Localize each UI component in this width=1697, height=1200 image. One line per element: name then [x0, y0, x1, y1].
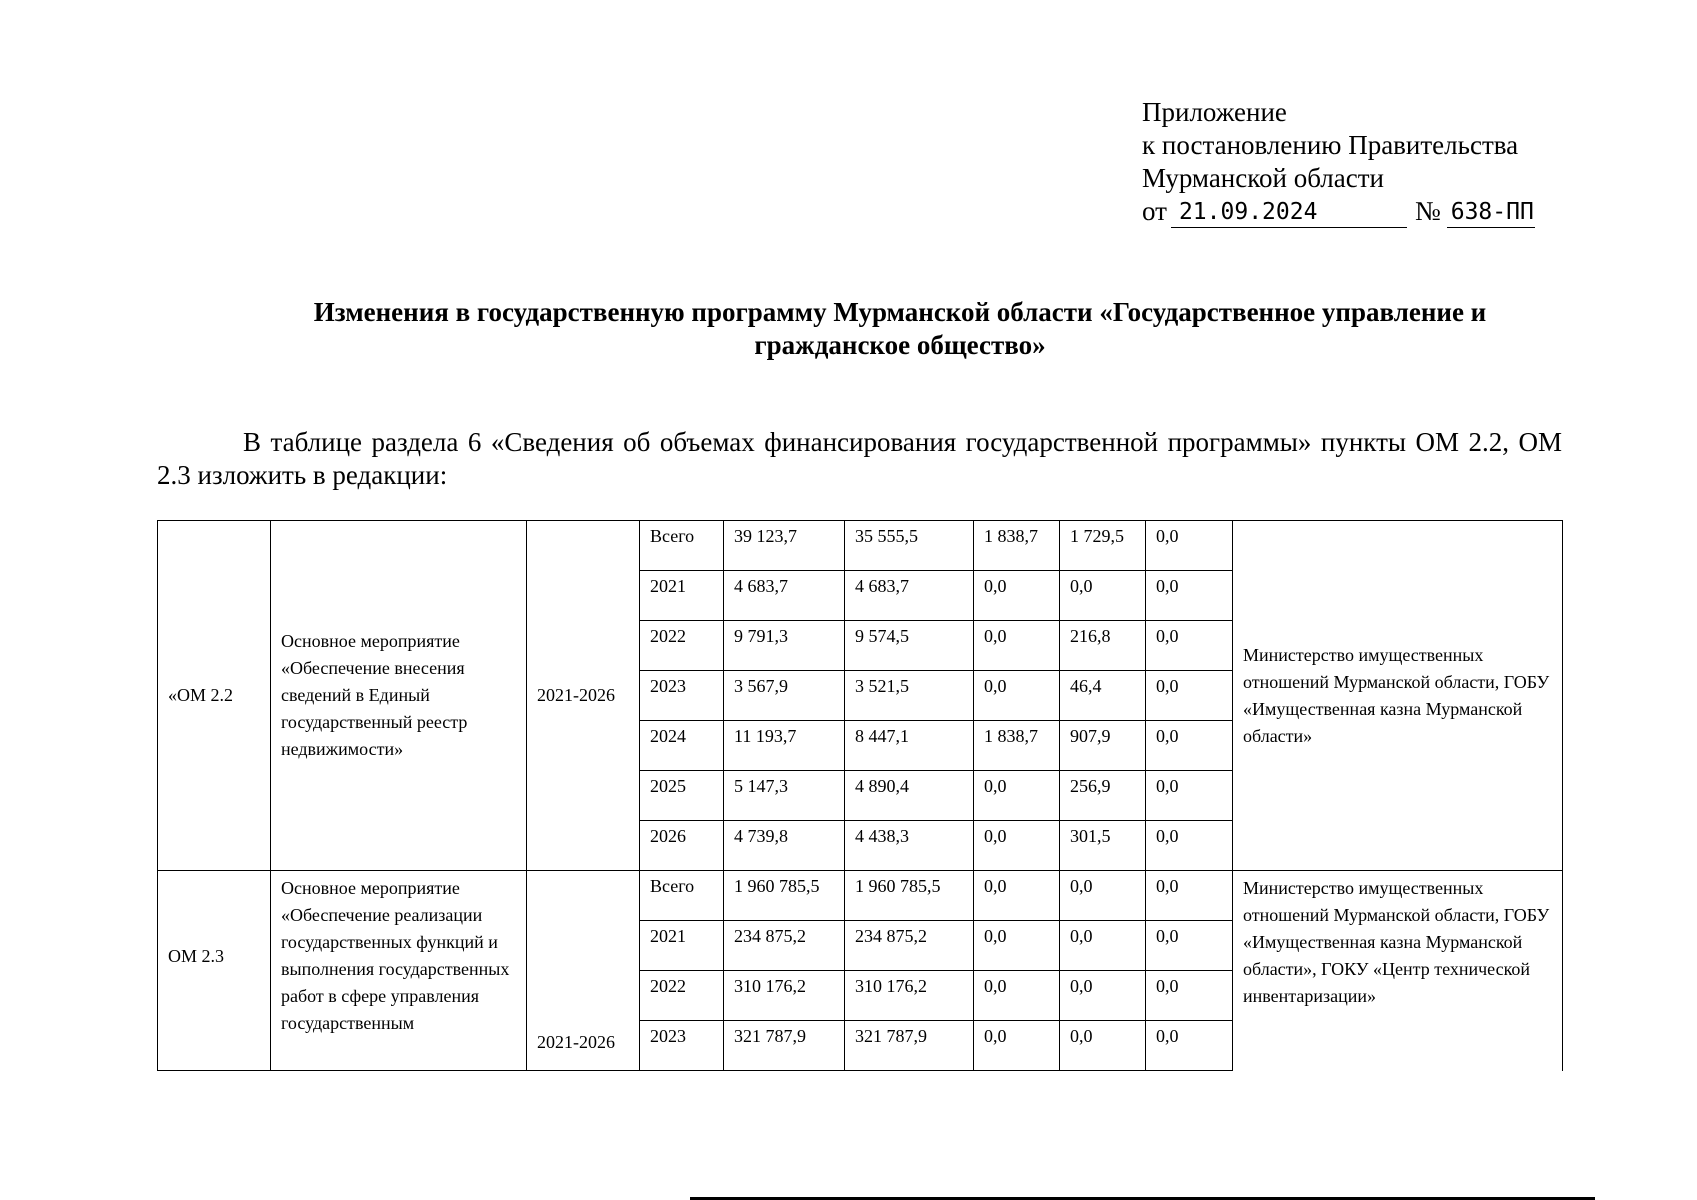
document-title: Изменения в государственную программу Мурманской области «Государственное управление и гражданское общество»	[313, 297, 1487, 360]
resolution-date: 21.09.2024	[1171, 197, 1407, 228]
amount-cell: 9 791,3	[724, 621, 845, 671]
approval-line-1: Приложение	[1142, 97, 1287, 127]
table-row	[158, 521, 1563, 571]
amount-cell: 46,4	[1060, 671, 1146, 721]
measure-executor: Министерство имущественных отношений Мурманской области, ГОБУ «Имущественная казна Мурманской области»	[1233, 521, 1563, 871]
amount-cell: 4 890,4	[845, 771, 974, 821]
amount-cell: 0,0	[1146, 621, 1233, 671]
intro-paragraph: В таблице раздела 6 «Сведения об объемах финансирования государственной программы» пункты ОМ 2.2, ОМ 2.3 изложить в редакции:	[157, 427, 1562, 490]
amount-cell: 4 438,3	[845, 821, 974, 871]
amount-cell: 0,0	[1146, 521, 1233, 571]
year-cell: 2021	[640, 571, 724, 621]
approval-block	[1142, 96, 1535, 228]
financing-table	[157, 520, 1563, 1071]
amount-cell: 234 875,2	[845, 921, 974, 971]
measure-executor: Министерство имущественных отношений Мурманской области, ГОБУ «Имущественная казна Мурманской области», ГОКУ «Центр технической инвентаризации»	[1233, 871, 1563, 1071]
measure-description-text: Основное мероприятие «Обеспечение реализации государственных функций и выполнения государственных работ в сфере управления государственным	[281, 878, 510, 1033]
amount-cell: 0,0	[1146, 721, 1233, 771]
year-cell: 2021	[640, 921, 724, 971]
amount-cell: 1 960 785,5	[845, 871, 974, 921]
amount-cell: 0,0	[1060, 1021, 1146, 1071]
year-cell: 2024	[640, 721, 724, 771]
approval-line-2: к постановлению Правительства	[1142, 130, 1519, 160]
amount-cell: 9 574,5	[845, 621, 974, 671]
amount-cell: 0,0	[1060, 571, 1146, 621]
number-sign: №	[1414, 196, 1441, 226]
table-row	[158, 871, 1563, 921]
amount-cell: 0,0	[1060, 971, 1146, 1021]
measure-description	[271, 871, 527, 1071]
amount-cell: 216,8	[1060, 621, 1146, 671]
amount-cell: 4 683,7	[724, 571, 845, 621]
amount-cell: 301,5	[1060, 821, 1146, 871]
amount-cell: 0,0	[974, 971, 1060, 1021]
amount-cell: 1 838,7	[974, 521, 1060, 571]
amount-cell: 0,0	[974, 821, 1060, 871]
amount-cell: 256,9	[1060, 771, 1146, 821]
amount-cell: 5 147,3	[724, 771, 845, 821]
amount-cell: 0,0	[974, 921, 1060, 971]
amount-cell: 321 787,9	[724, 1021, 845, 1071]
amount-cell: 4 739,8	[724, 821, 845, 871]
measure-period: 2021-2026	[527, 521, 640, 871]
amount-cell: 0,0	[974, 621, 1060, 671]
amount-cell: 0,0	[974, 871, 1060, 921]
measure-period: 2021-2026	[527, 871, 640, 1071]
amount-cell: 310 176,2	[845, 971, 974, 1021]
amount-cell: 0,0	[1146, 771, 1233, 821]
amount-cell: 0,0	[974, 571, 1060, 621]
amount-cell: 0,0	[1060, 871, 1146, 921]
amount-cell: 4 683,7	[845, 571, 974, 621]
om22-section	[158, 521, 1563, 871]
year-cell: Всего	[640, 521, 724, 571]
measure-code: ОМ 2.3	[158, 871, 271, 1071]
year-cell: 2025	[640, 771, 724, 821]
amount-cell: 1 838,7	[974, 721, 1060, 771]
year-cell: 2022	[640, 971, 724, 1021]
amount-cell: 0,0	[974, 771, 1060, 821]
year-cell: Всего	[640, 871, 724, 921]
amount-cell: 234 875,2	[724, 921, 845, 971]
approval-reference	[1142, 195, 1535, 228]
measure-description	[271, 521, 527, 871]
amount-cell: 0,0	[1146, 1021, 1233, 1071]
amount-cell: 11 193,7	[724, 721, 845, 771]
amount-cell: 907,9	[1060, 721, 1146, 771]
amount-cell: 35 555,5	[845, 521, 974, 571]
year-cell: 2022	[640, 621, 724, 671]
amount-cell: 3 521,5	[845, 671, 974, 721]
resolution-number: 638-ПП	[1447, 197, 1535, 228]
amount-cell: 0,0	[1146, 821, 1233, 871]
amount-cell: 0,0	[1146, 571, 1233, 621]
measure-code: «ОМ 2.2	[158, 521, 271, 871]
amount-cell: 0,0	[1146, 921, 1233, 971]
amount-cell: 39 123,7	[724, 521, 845, 571]
amount-cell: 8 447,1	[845, 721, 974, 771]
om23-section	[158, 871, 1563, 1071]
from-label: от	[1142, 196, 1167, 226]
amount-cell: 0,0	[1146, 971, 1233, 1021]
measure-description-text: Основное мероприятие «Обеспечение внесения сведений в Единый государственный реестр недвижимости»	[281, 631, 468, 759]
amount-cell: 1 960 785,5	[724, 871, 845, 921]
year-cell: 2023	[640, 671, 724, 721]
amount-cell: 310 176,2	[724, 971, 845, 1021]
amount-cell: 0,0	[974, 671, 1060, 721]
approval-line-3: Мурманской области	[1142, 163, 1384, 193]
amount-cell: 0,0	[1146, 871, 1233, 921]
year-cell: 2023	[640, 1021, 724, 1071]
amount-cell: 0,0	[1060, 921, 1146, 971]
amount-cell: 1 729,5	[1060, 521, 1146, 571]
amount-cell: 3 567,9	[724, 671, 845, 721]
amount-cell: 0,0	[974, 1021, 1060, 1071]
amount-cell: 321 787,9	[845, 1021, 974, 1071]
amount-cell: 0,0	[1146, 671, 1233, 721]
year-cell: 2026	[640, 821, 724, 871]
